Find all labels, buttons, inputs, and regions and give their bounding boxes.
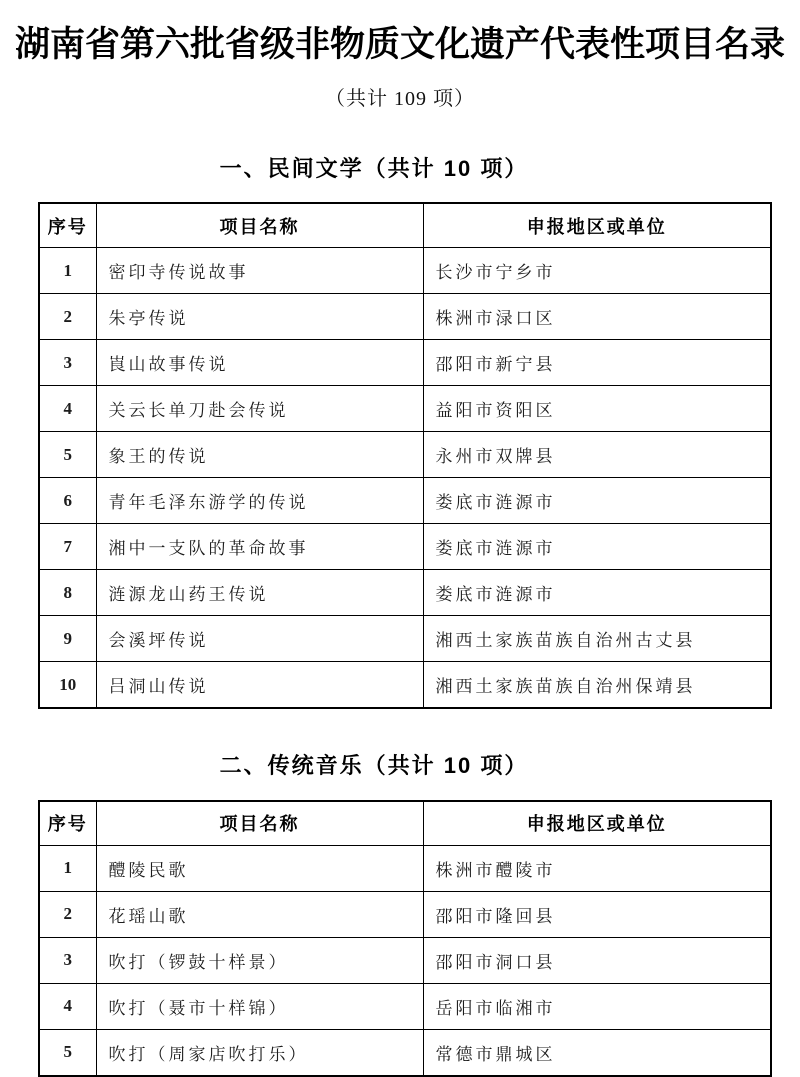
traditional-music-table <box>38 800 772 1077</box>
row-index: 2 <box>39 294 96 340</box>
table-row <box>39 570 771 616</box>
row-index: 1 <box>39 845 96 891</box>
project-name: 密印寺传说故事 <box>96 248 423 294</box>
table-row <box>39 478 771 524</box>
table-row <box>39 1029 771 1076</box>
declaring-unit: 娄底市涟源市 <box>423 570 771 616</box>
section-heading-traditional-music: 二、传统音乐（共计 10 项） <box>219 753 529 779</box>
table-row <box>39 294 771 340</box>
col-header-unit: 申报地区或单位 <box>423 203 771 248</box>
table-row <box>39 616 771 662</box>
declaring-unit: 岳阳市临湘市 <box>423 983 771 1029</box>
row-index: 4 <box>39 386 96 432</box>
table-row <box>39 937 771 983</box>
table-header-row <box>39 203 771 248</box>
col-header-index: 序号 <box>39 801 96 846</box>
row-index: 5 <box>39 432 96 478</box>
folk-literature-table <box>38 202 772 709</box>
row-index: 1 <box>39 248 96 294</box>
project-name: 吕洞山传说 <box>96 662 423 709</box>
declaring-unit: 邵阳市洞口县 <box>423 937 771 983</box>
project-name: 花瑶山歌 <box>96 891 423 937</box>
table-row <box>39 891 771 937</box>
declaring-unit: 长沙市宁乡市 <box>423 248 771 294</box>
row-index: 6 <box>39 478 96 524</box>
project-name: 涟源龙山药王传说 <box>96 570 423 616</box>
table-header-row <box>39 801 771 846</box>
declaring-unit: 永州市双牌县 <box>423 432 771 478</box>
document-subtitle: （共计 109 项） <box>325 88 475 110</box>
table-row <box>39 983 771 1029</box>
document-title: 湖南省第六批省级非物质文化遗产代表性项目名录 <box>14 25 785 64</box>
project-name: 醴陵民歌 <box>96 845 423 891</box>
col-header-name: 项目名称 <box>96 801 423 846</box>
row-index: 10 <box>39 662 96 709</box>
row-index: 8 <box>39 570 96 616</box>
declaring-unit: 株洲市醴陵市 <box>423 845 771 891</box>
table-row <box>39 662 771 709</box>
project-name: 象王的传说 <box>96 432 423 478</box>
project-name: 吹打（聂市十样锦） <box>96 983 423 1029</box>
table-row <box>39 524 771 570</box>
declaring-unit: 娄底市涟源市 <box>423 478 771 524</box>
row-index: 5 <box>39 1029 96 1076</box>
section-traditional-music <box>0 751 800 1076</box>
declaring-unit: 湘西土家族苗族自治州保靖县 <box>423 662 771 709</box>
col-header-index: 序号 <box>39 203 96 248</box>
declaring-unit: 益阳市资阳区 <box>423 386 771 432</box>
declaring-unit: 娄底市涟源市 <box>423 524 771 570</box>
project-name: 湘中一支队的革命故事 <box>96 524 423 570</box>
declaring-unit: 湘西土家族苗族自治州古丈县 <box>423 616 771 662</box>
project-name: 青年毛泽东游学的传说 <box>96 478 423 524</box>
row-index: 2 <box>39 891 96 937</box>
row-index: 7 <box>39 524 96 570</box>
project-name: 吹打（周家店吹打乐） <box>96 1029 423 1076</box>
col-header-name: 项目名称 <box>96 203 423 248</box>
declaring-unit: 株洲市渌口区 <box>423 294 771 340</box>
project-name: 关云长单刀赴会传说 <box>96 386 423 432</box>
project-name: 会溪坪传说 <box>96 616 423 662</box>
table-row <box>39 340 771 386</box>
row-index: 3 <box>39 937 96 983</box>
row-index: 9 <box>39 616 96 662</box>
table-row <box>39 845 771 891</box>
declaring-unit: 邵阳市新宁县 <box>423 340 771 386</box>
document-page <box>0 20 800 1064</box>
table-row <box>39 248 771 294</box>
table-row <box>39 432 771 478</box>
project-name: 吹打（锣鼓十样景） <box>96 937 423 983</box>
section-heading-folk-literature: 一、民间文学（共计 10 项） <box>219 156 529 181</box>
declaring-unit: 常德市鼎城区 <box>423 1029 771 1076</box>
section-folk-literature <box>0 154 800 709</box>
declaring-unit: 邵阳市隆回县 <box>423 891 771 937</box>
table-row <box>39 386 771 432</box>
project-name: 朱亭传说 <box>96 294 423 340</box>
row-index: 3 <box>39 340 96 386</box>
project-name: 崀山故事传说 <box>96 340 423 386</box>
row-index: 4 <box>39 983 96 1029</box>
col-header-unit: 申报地区或单位 <box>423 801 771 846</box>
